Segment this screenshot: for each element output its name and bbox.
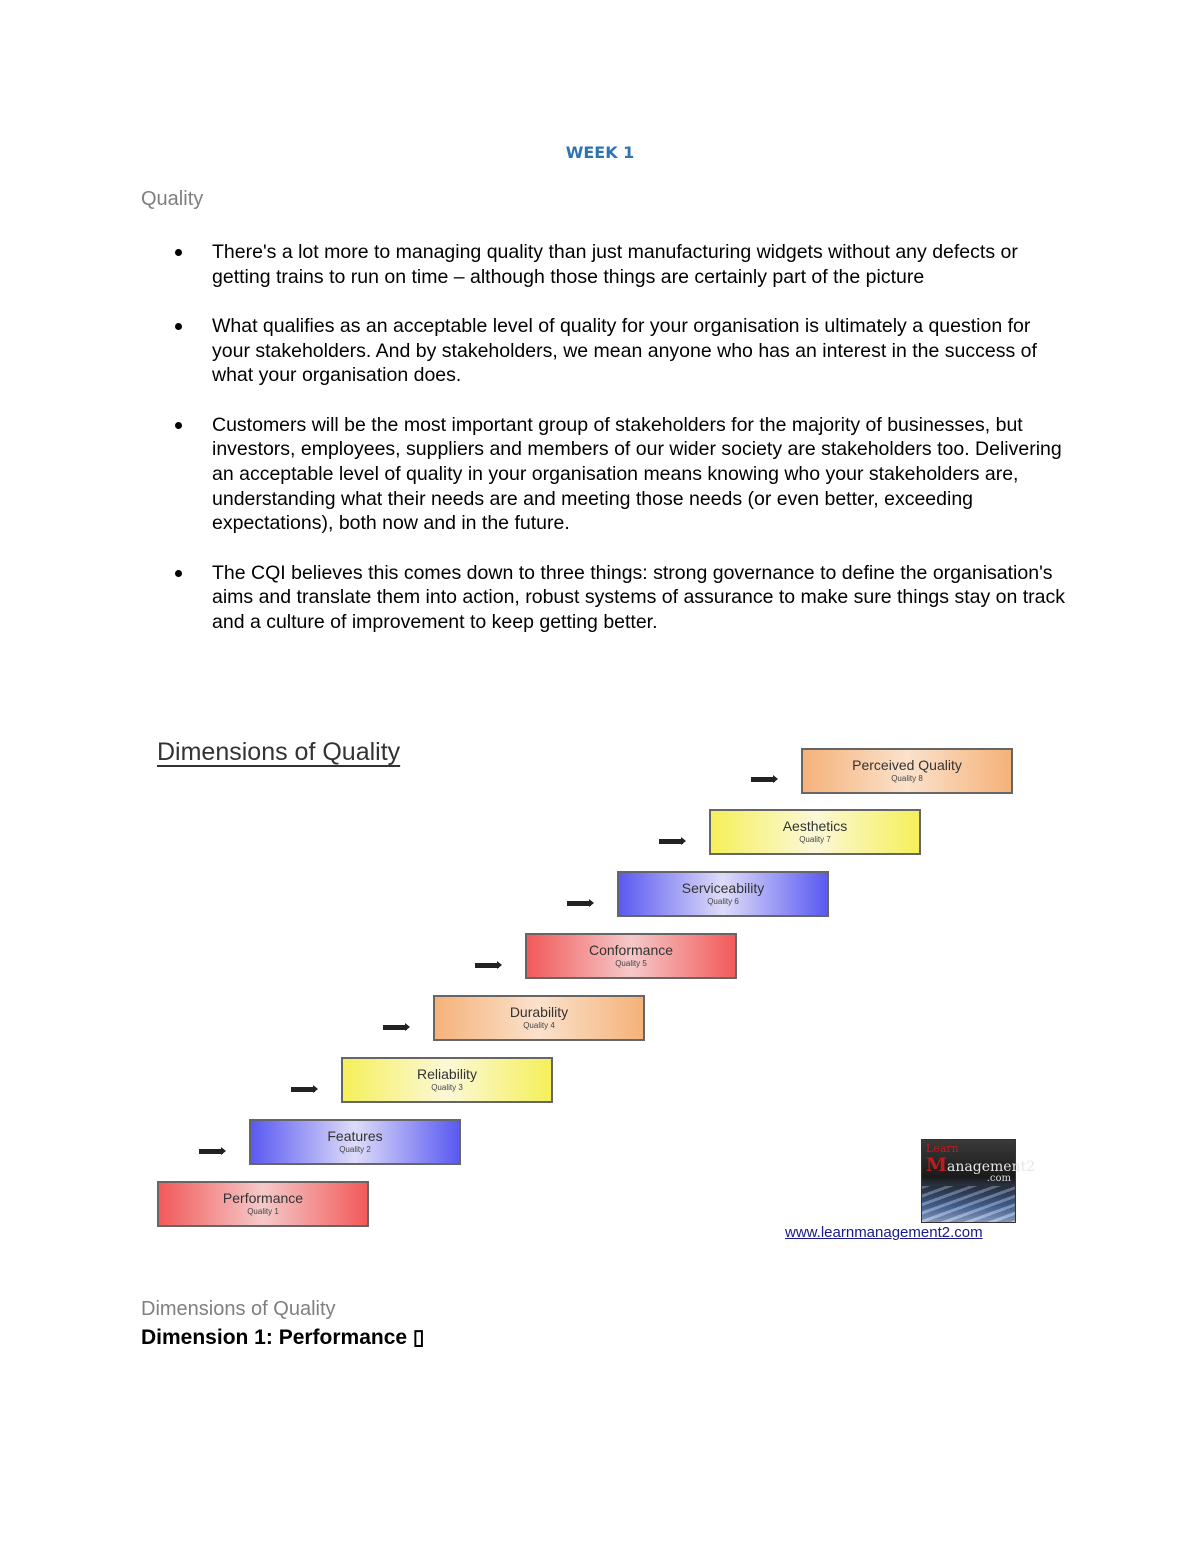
step-serviceability (617, 871, 829, 917)
step-sublabel: Quality 6 (707, 897, 739, 906)
logo-initial: M (926, 1154, 948, 1176)
arrow-icon (659, 839, 683, 844)
step-features (249, 1119, 461, 1165)
logo-text-com: .com (986, 1173, 1011, 1184)
bullet-item (141, 561, 1071, 635)
bullet-text: Customers will be the most important group of stakeholders for the majority of businesses, but investors, employees, suppliers and members of our wider society are stakeholders too. Delivering an acceptable level of quality in your organisation means knowing who your stakeholders are, understanding what their needs are and meeting those needs (or even better, exceeding expectations), both now and in the future. (212, 413, 1062, 535)
step-label: Durability (509, 1004, 569, 1020)
bullet-text: There's a lot more to managing quality than just manufacturing widgets without any defects or getting trains to run on time – although those things are certainly part of the picture (212, 241, 1018, 288)
logo-stairs-graphic (922, 1186, 1015, 1222)
step-label: Performance (222, 1190, 304, 1206)
bullet-text: The CQI believes this comes down to three things: strong governance to define the organisation's aims and translate them into action, robust systems of assurance to make sure things stay on track and a culture of improvement to keep getting better. (212, 561, 1065, 633)
logo-text-learn: Learn (926, 1142, 959, 1155)
bullet-dot-icon (175, 570, 182, 577)
step-conformance (525, 933, 737, 979)
bullet-text: What qualifies as an acceptable level of quality for your organisation is ultimately a question for your stakeholders. And by stakeholders, we mean anyone who has an interest in the success of what your organisation does. (212, 314, 1037, 387)
dimensions-of-quality-figure (143, 712, 1036, 1272)
logo-text-rest: anagement2 (947, 1159, 1036, 1175)
step-durability (433, 995, 645, 1041)
step-sublabel: Quality 7 (799, 835, 831, 844)
step-label: Features (327, 1128, 383, 1144)
arrow-icon (751, 777, 775, 782)
step-perceived-quality (801, 748, 1013, 794)
section-heading-quality: Quality (141, 188, 204, 210)
dimension-1-heading: Dimension 1: Performance ▯ (141, 1326, 425, 1349)
quality-bullet-list (141, 240, 1071, 659)
bullet-item (141, 240, 1071, 289)
arrow-icon (199, 1149, 223, 1154)
figure-caption: Dimensions of Quality (141, 1298, 336, 1320)
step-sublabel: Quality 3 (431, 1083, 463, 1092)
step-label: Serviceability (681, 880, 765, 896)
step-sublabel: Quality 4 (523, 1021, 555, 1030)
arrow-icon (475, 963, 499, 968)
arrow-icon (567, 901, 591, 906)
learnmanagement2-logo (921, 1139, 1036, 1223)
arrow-icon (383, 1025, 407, 1030)
step-sublabel: Quality 2 (339, 1145, 371, 1154)
bullet-item (141, 314, 1071, 388)
bullet-dot-icon (175, 323, 182, 330)
step-label: Aesthetics (782, 818, 848, 834)
step-label: Reliability (417, 1066, 477, 1082)
logo-text-management (926, 1154, 1035, 1176)
bullet-item (141, 413, 1071, 537)
bullet-dot-icon (175, 422, 182, 429)
step-reliability (341, 1057, 553, 1103)
arrow-icon (291, 1087, 315, 1092)
step-performance (157, 1181, 369, 1227)
step-sublabel: Quality 1 (247, 1207, 279, 1216)
website-link[interactable]: www.learnmanagement2.com (785, 1224, 983, 1241)
step-sublabel: Quality 8 (891, 774, 923, 783)
bullet-dot-icon (175, 249, 182, 256)
step-sublabel: Quality 5 (615, 959, 647, 968)
week-title: WEEK 1 (565, 143, 635, 162)
step-aesthetics (709, 809, 921, 855)
figure-title: Dimensions of Quality (157, 738, 401, 766)
step-label: Perceived Quality (852, 757, 962, 773)
step-label: Conformance (588, 942, 674, 958)
